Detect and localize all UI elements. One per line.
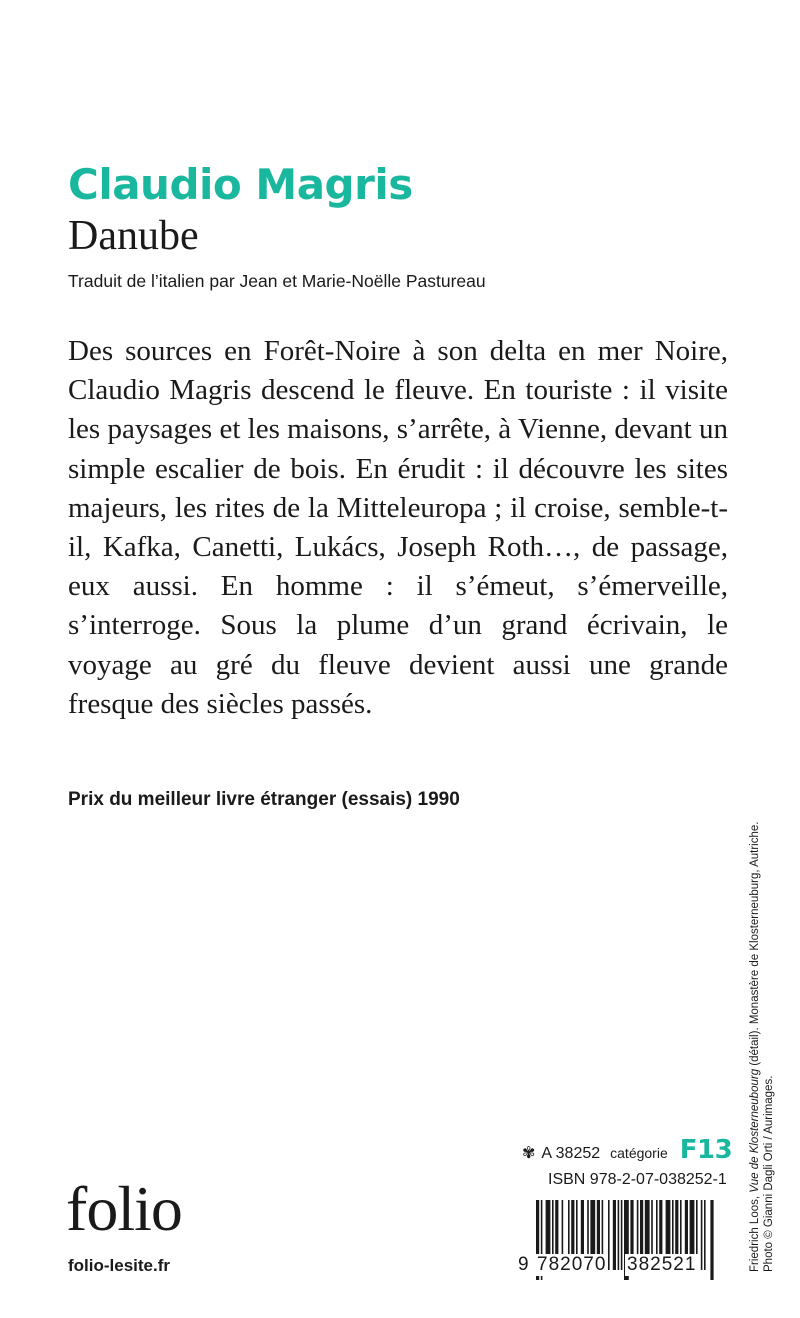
prize-line: Prix du meilleur livre étranger (essais) 1990 [68,789,460,810]
book-title: Danube [68,213,199,259]
photo-credit: Photo © Gianni Dagli Orti / Aurimages. [763,1075,775,1272]
book-blurb: Des sources en Forêt-Noire à son delta en mer Noire, Claudio Magris descend le fleuve. En touriste : il visite les paysages et les maisons, s’arrête, à Vienne, devant un simple escalier de bois. En érudit : il découvre les sites majeurs, les rites de la Mitteleuropa ; il croise, semble-t-il, Kafka, Canetti, Lukács, Joseph Roth…, de passage, eux aussi. En homme : il s’émeut, s’émerveille, s’interroge. Sous la plume d’un grand écrivain, le voyage au gré du fleuve devient aussi une grande fresque des siècles passés. [68,335,728,720]
publisher-website: folio-lesite.fr [68,1256,171,1275]
catalog-line [522,1135,732,1165]
image-credit-line1 [748,772,762,1272]
folio-emblem-icon: ✾ [522,1145,536,1162]
publisher-logo: folio [66,1173,182,1244]
credit-details: (détail). Monastère de Klosterneuburg, Autriche. [749,821,761,1069]
category-label: catégorie [610,1145,668,1161]
isbn: ISBN 978-2-07-038252-1 [548,1171,727,1188]
barcode-digits [518,1252,718,1278]
author-name: Claudio Magris [68,160,413,209]
catalog-code: A 38252 [541,1145,601,1162]
barcode-group-right: 382521 [627,1254,697,1275]
category-code: F13 [679,1135,733,1165]
barcode-group-left: 782070 [537,1254,607,1275]
translator-credit: Traduit de l’italien par Jean et Marie-Noëlle Pastureau [68,271,486,291]
credit-artist: Friedrich Loos, [749,1192,761,1272]
credit-artwork: Vue de Klosterneubourg [749,1068,761,1193]
barcode-first-digit: 9 [518,1254,530,1275]
image-credit [748,772,776,1272]
